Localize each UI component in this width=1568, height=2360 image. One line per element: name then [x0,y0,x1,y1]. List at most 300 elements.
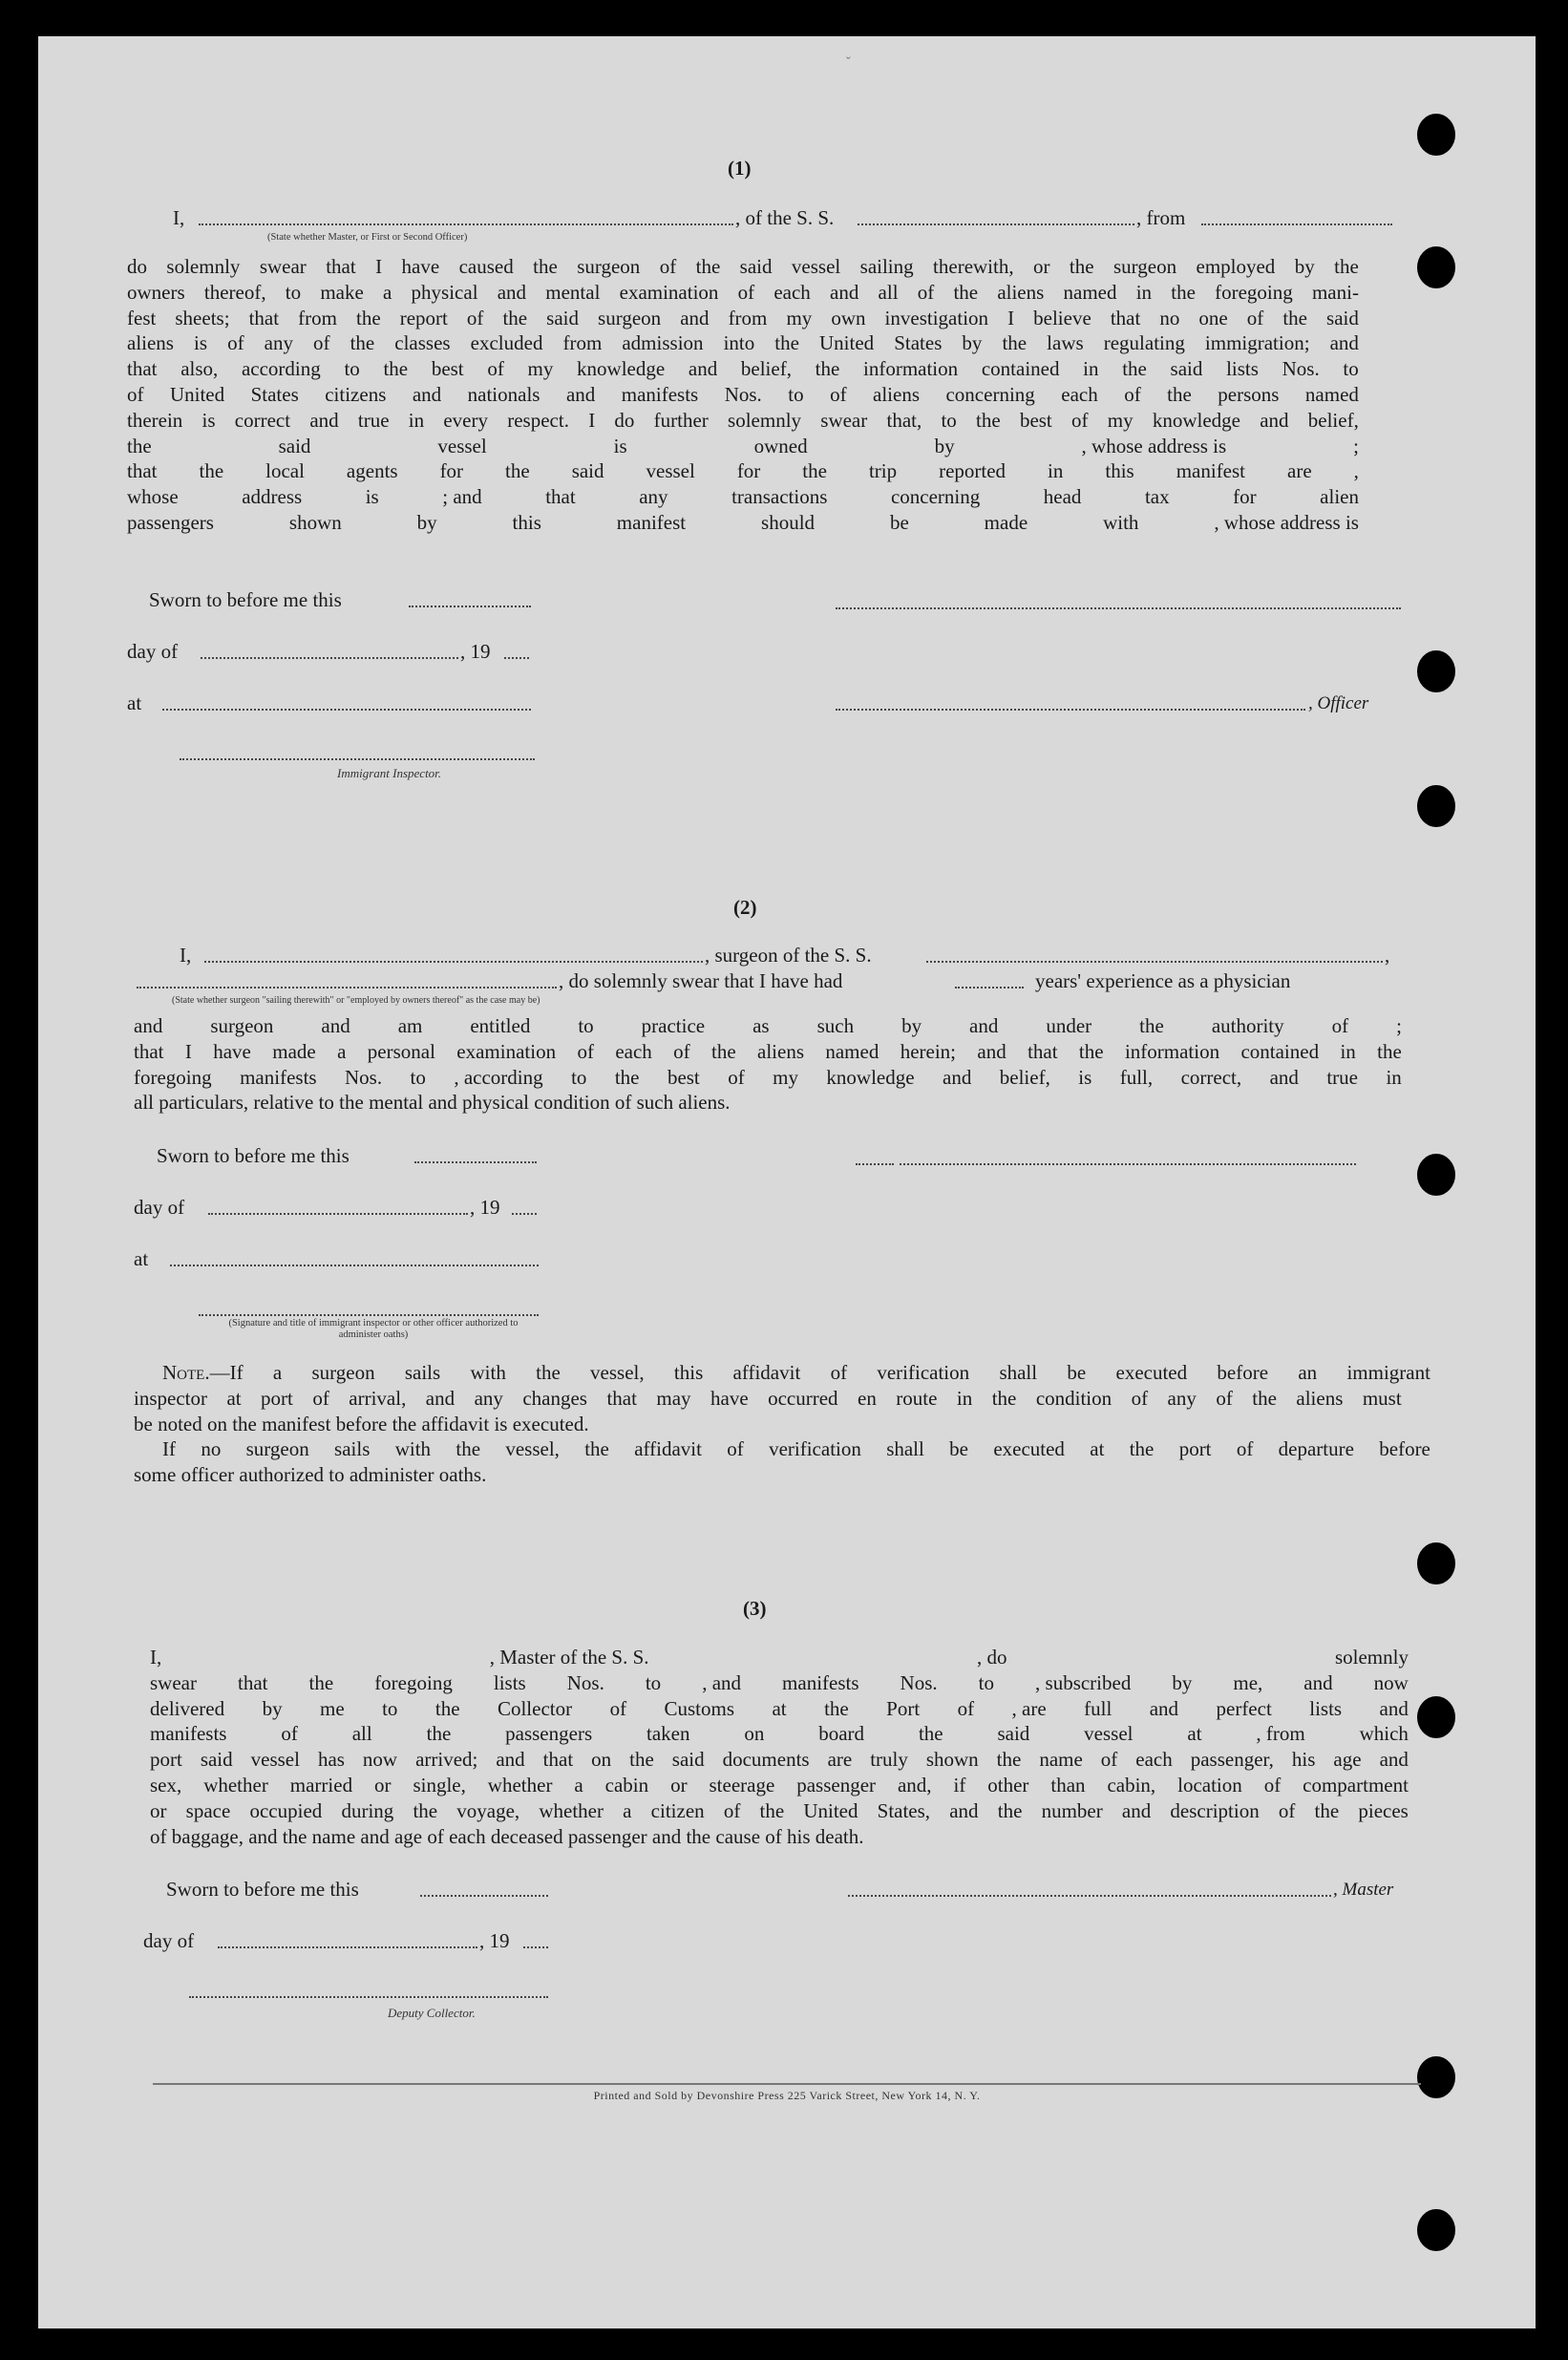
word: whether [203,1773,268,1797]
word: is [365,485,379,509]
word: or [150,1798,167,1822]
word: immigration; [1204,331,1310,355]
word: with [470,1361,506,1384]
s3-master-label: , Master [1333,1880,1394,1900]
word: occupied [249,1798,323,1822]
word: manifest [1176,459,1246,483]
word: space [185,1798,231,1822]
word: shall [886,1437,924,1461]
word: from [562,331,603,355]
punch-hole [1417,650,1455,692]
word: shown [925,1748,979,1772]
word: for [439,459,464,483]
word: the [413,1798,438,1822]
word: surgeon [577,255,641,278]
word: route [896,1386,938,1410]
note-line [134,1436,1430,1462]
word: vessel [250,1748,300,1772]
word: transactions [731,485,828,509]
s2-comma: , [1385,944,1390,967]
word: of [609,1696,627,1720]
word: said [200,1748,233,1772]
text-line [127,434,1359,459]
word: , whose address is [1214,510,1359,534]
word: of [727,1437,744,1461]
word: of [1100,1748,1118,1772]
word: the [991,1386,1017,1410]
word: the [502,306,528,330]
word: and [496,1748,525,1772]
section-1-body [127,254,1359,536]
s3-year-label: , 19 [479,1929,510,1952]
text-line [127,330,1359,356]
word: that [248,306,280,330]
word: or [374,1773,392,1797]
s2-sworn-label: Sworn to before me this [157,1144,350,1167]
word: arrived; [415,1748,478,1772]
word: of [1278,1798,1296,1822]
word: examination [456,1039,557,1063]
word: States, [877,1798,931,1822]
word: the [426,1722,452,1746]
word: said [739,255,773,278]
word: said [278,434,311,457]
word: for [736,459,761,483]
word: one [1198,306,1228,330]
word: to [978,1670,994,1694]
word: laws [1047,331,1084,355]
word: knowledge [577,357,666,381]
word: on [591,1748,612,1772]
word: contained [1240,1039,1320,1063]
word: now [1373,1670,1409,1694]
word: all [878,280,899,304]
word: that [238,1670,268,1694]
word: best [431,357,464,381]
word: —If [209,1361,244,1384]
word: regulating [1103,331,1185,355]
word: agents [346,459,398,483]
word: believe [1033,306,1091,330]
word: the [1139,1014,1164,1037]
word: and [688,357,718,381]
word: mental [545,280,601,304]
word: , are [1011,1696,1047,1720]
word: and [969,1014,999,1037]
word: the [1129,1437,1155,1461]
s2-i-label: I, [180,944,192,967]
word: in [1135,280,1153,304]
word: United [819,331,875,355]
word: whether [539,1798,604,1822]
word: entitled [470,1014,531,1037]
word: have [213,1039,251,1063]
word: solemnly [1334,1646,1409,1669]
word: than [1050,1773,1086,1797]
word: the [759,1798,785,1822]
word: this [512,510,541,534]
word: the [1069,255,1094,278]
form-page: ˇ (1) I, , of the S. S. , from (State whether Master, or First or Second Officer) do solemnly swear that I have caused the surgeon of the said vessel sailing therewith, or the surgeon employed by the owners thereof, to make a physical and mental examination of each and all of the aliens named in the foregoing mani- fest sheets; that from the report of the said surgeon and from my own investigation I believe that no one of the said aliens is of any of the classes excluded from admission into the United States by the laws regulating immigration; and that also, according to the best of my knowledge and belief, the information contained in the said lists Nos. to of United States citizens and nationals and manifests Nos. to of aliens concerning each of the persons named therein is correct and true in every respect. I do further solemnly swear that, to the best of my knowledge and belief, the said vessel is owned by , whose address is ; that the local agents for the said vessel for the trip reported in this manifest are , whose address is ; and that any transactions concerning head tax for alien passengers shown by this manifest should be made with , whose address is Sworn to before me this day of , 19 at , Officer Immigrant Inspector. (2) I, , surgeon of the S. S. , , do solemnly swear that I have had years' experience as a physician (State whether surgeon "sailing therewith" or "employed by owners thereof" as the case may be) and surgeon and am entitled to practice as such by and under the authority of ; that I have made a personal examination of each of the aliens named herein; and that the information contained in the foregoing manifests Nos. to , according to the best of my knowledge and belief, is full, correct, and true in all particulars, relative to the mental and physical condition of such aliens. Sworn to before me this day of , 19 at (Signature and title of immigrant inspector or other officer authorized to administer oaths) Note.—If a surgeon sails with the vessel, this affidavit of verification shall be executed before an immigrant inspector at port of arrival, and any changes that may have occurred en route in the condition of any of the aliens must be noted on the manifest before the affidavit is executed. If no surgeon sails with the vessel, the affidavit of verification shall be executed at the port of departure before some officer authorized to administer oaths. (3) I, , Master of the S. S. , do solemnly swear that the foregoing lists Nos. to , and manifests Nos. to , subscribed by me, and now delivered by me to the Collector of Customs at the Port of , are full and perfect lists and manifests of all the passengers taken on board the said vessel at , from which port said vessel has now arrived; and that on the said documents are truly shown the name of each passenger, his age and sex, whether married or single, whether a cabin or steerage passenger and, if other than cabin, location of compartment or space occupied during the voyage, whether a citizen of the United States, and the number and description of the pieces of baggage, and the name and age of each deceased passenger and the cause of his death. Sworn to before me this , Master day of , 19 Deputy Collector. Printed and Sold by Devonshire Press 225 Varick Street, New York 14, N. Y. [38,36,1536,2328]
word: States [250,382,299,406]
word: owners [127,280,185,304]
word: to [571,1065,587,1089]
word: his [1291,1748,1316,1772]
word: at [772,1696,787,1720]
word: correct, [1180,1065,1242,1089]
word: solemnly [728,408,802,432]
word: ; [1396,1014,1402,1037]
word: and [412,382,442,406]
word: of [830,1361,848,1384]
word: manifests [240,1065,317,1089]
word: a [574,1773,583,1797]
word: and [680,306,710,330]
word: of [1216,1386,1233,1410]
word: manifests [621,382,699,406]
word: named [1304,382,1359,406]
word: tax [1144,485,1170,509]
word: sex, [150,1773,182,1797]
word: investigation [884,306,989,330]
word: Nos. [900,1670,938,1694]
word: vessel [437,434,487,457]
word: report [399,306,448,330]
word: the [1334,255,1359,278]
note-line [134,1462,1402,1488]
word: nationals [467,382,540,406]
word: passenger, [1190,1748,1274,1772]
s3-day-of-label: day of [143,1929,195,1952]
word: the [434,1696,460,1720]
s2-surgeon-of-ss-label: , surgeon of the S. S. [705,944,872,967]
word: this [673,1361,704,1384]
word: my [1107,408,1134,432]
word: any [474,1386,503,1410]
word: now [362,1748,398,1772]
text-line [150,1670,1409,1696]
word: en [858,1386,877,1410]
word: of [312,1386,329,1410]
text-line [127,484,1359,510]
word: Collector [497,1696,573,1720]
word: passengers [505,1722,593,1746]
word: knowledge [826,1065,915,1089]
word: employed [1196,255,1276,278]
word: and, [897,1773,932,1797]
section-3-body [150,1645,1409,1849]
word: each [1061,382,1098,406]
word: owned [753,434,808,457]
word: number [1041,1798,1103,1822]
word: departure [1278,1437,1354,1461]
word: the [456,1437,481,1461]
word: belief, [999,1065,1050,1089]
word: and [1329,331,1359,355]
word: own [831,306,866,330]
s1-year-label: , 19 [460,640,491,663]
word: caused [458,255,514,278]
word: the [996,1748,1022,1772]
word: during [341,1798,394,1822]
word: executed [1115,1361,1188,1384]
word: according [241,357,321,381]
word: the [802,459,827,483]
word: from [298,306,337,330]
word: of [917,280,935,304]
word: in [1048,459,1064,483]
word: board [818,1722,865,1746]
word: classes [394,331,451,355]
word: sails [334,1437,371,1461]
word: practice [641,1014,706,1037]
word: the [383,357,409,381]
word: do [614,408,635,432]
word: to [285,280,302,304]
word: foregoing [134,1065,212,1089]
word: before [1379,1437,1430,1461]
s1-day-of-label: day of [127,640,179,663]
punch-hole [1417,1154,1455,1196]
punch-hole [1417,1696,1455,1738]
word: and [134,1014,163,1037]
text-line [127,382,1359,408]
word: vessel, [590,1361,645,1384]
word: also, [180,357,219,381]
word: in [1386,1065,1402,1089]
word: best [667,1065,700,1089]
word: for [1233,485,1257,509]
word: documents [722,1748,810,1772]
word: by [262,1696,283,1720]
word: the [1078,1039,1104,1063]
word: , do [977,1646,1007,1669]
word: of [1263,1773,1282,1797]
word: verification [877,1361,970,1384]
note-line [134,1360,1430,1386]
word: no [1159,306,1180,330]
word: a [272,1361,283,1384]
word: condition [1035,1386,1112,1410]
word: surgeon [598,306,662,330]
s1-sworn-label: Sworn to before me this [149,588,342,611]
word: may [656,1386,691,1410]
word: the [1171,280,1196,304]
word: United [803,1798,858,1822]
punch-hole [1417,2209,1455,2251]
word: sheets; [175,306,230,330]
word: changes [522,1386,587,1410]
word: compartment [1303,1773,1409,1797]
word: belief, [740,357,792,381]
word: excluded [470,331,543,355]
word: reported [939,459,1006,483]
text-line [150,1824,1409,1850]
word: concerning [945,382,1035,406]
word: further [653,408,709,432]
word: arrival, [349,1386,407,1410]
word: which [1359,1722,1409,1746]
word: whether [487,1773,553,1797]
word: the [614,1065,640,1089]
s2-at-label: at [134,1247,149,1270]
word: by [901,1014,922,1037]
word: aliens [127,331,174,355]
word: and [425,1386,456,1410]
word: the [1167,382,1192,406]
word: delivered [150,1696,225,1720]
word: solemnly [166,255,241,278]
word: Port [886,1696,921,1720]
word: verification [769,1437,861,1461]
word: whose [127,485,179,509]
word: and [497,280,527,304]
word: the [127,434,152,457]
word: me [320,1696,345,1720]
word: name [1039,1748,1083,1772]
word: information [863,357,959,381]
word: under [1046,1014,1092,1037]
word: that [545,485,576,509]
word: of [1331,1014,1349,1037]
word: taken [646,1722,690,1746]
word: port [150,1748,182,1772]
word: the [199,459,224,483]
word: from [728,306,768,330]
word: passengers [127,510,214,534]
word: the [505,459,530,483]
word: vessel [646,459,695,483]
word: this [1105,459,1134,483]
word: the [350,331,375,355]
word: before [1217,1361,1269,1384]
word: manifests [150,1722,227,1746]
word: that [542,1748,574,1772]
word: and [977,1039,1006,1063]
word: each [1135,1748,1173,1772]
word: I [1007,306,1015,330]
word: perfect [1216,1696,1272,1720]
word: of [1124,382,1141,406]
word: surgeon [245,1437,309,1461]
word: my [773,1065,798,1089]
word: made [984,510,1028,534]
word: each [773,280,811,304]
word: or [1033,255,1050,278]
text-line [150,1798,1409,1824]
word: the [824,1696,849,1720]
text-line [127,458,1359,484]
s2-surgeon-note: (State whether surgeon "sailing therewith" or "employed by owners thereof" as the case may be) [172,995,540,1006]
word: I [588,408,596,432]
word: any [1167,1386,1197,1410]
punch-hole [1417,785,1455,827]
word: , whose address is [1081,434,1227,457]
word: be [949,1437,968,1461]
word: herein; [900,1039,957,1063]
word: Nos. [724,382,762,406]
word: that [326,255,356,278]
s2-experience-label: years' experience as a physician [1035,969,1291,992]
word: belief, [1307,408,1359,432]
word: and [565,382,596,406]
word: , and [702,1670,742,1694]
printer-imprint: Printed and Sold by Devonshire Press 225 Varick Street, New York 14, N. Y. [593,2089,981,2102]
word: trip [868,459,898,483]
word: to [382,1696,398,1720]
word: full, [1119,1065,1154,1089]
word: the [695,255,721,278]
word: alien [1320,485,1359,509]
s1-of-ss-label: , of the S. S. [735,206,835,229]
note-line [134,1412,1402,1437]
word: the [308,1670,334,1694]
word: am [397,1014,423,1037]
word: States [894,331,943,355]
word: aliens [997,280,1045,304]
word: , Master of the S. S. [489,1646,649,1669]
text-line [127,306,1359,331]
word: to [410,1065,426,1089]
word: thereof, [203,280,266,304]
word: steerage [709,1773,775,1797]
word: of [957,1696,975,1720]
word: and [943,1065,972,1089]
word: must [1362,1386,1402,1410]
word: the [1377,1039,1402,1063]
word: physical [411,280,478,304]
punch-hole [1417,246,1455,288]
word: the [1252,1386,1277,1410]
s1-from-label: , from [1136,206,1186,229]
word: the [356,306,381,330]
word: sailing [859,255,914,278]
word: of [487,357,504,381]
word: cabin, [1107,1773,1156,1797]
word: by [962,331,983,355]
text-line [127,510,1359,536]
word: of [1071,408,1089,432]
word: affidavit [732,1361,801,1384]
word: or [670,1773,688,1797]
word: correct [234,408,291,432]
word: of [577,1039,594,1063]
word: aliens [757,1039,804,1063]
word: that, [886,408,922,432]
word: as [752,1014,770,1037]
word: Nos. [1282,357,1320,381]
s2-signature-note: (Signature and title of immigrant inspector or other officer authorized to administer oaths) [228,1318,519,1340]
word: location [1177,1773,1242,1797]
text-line [127,408,1359,434]
word: executed [993,1437,1065,1461]
word: description [1170,1798,1260,1822]
word: citizens [325,382,387,406]
s2-inspector-line [199,1314,539,1316]
word: and [309,408,339,432]
s1-officer-note: (State whether Master, or First or Second Officer) [267,232,468,243]
word: of baggage, and the name and age of each deceased passenger and the cause of his death. [150,1824,864,1848]
word: in [1083,357,1099,381]
word: of [313,331,330,355]
text-line [127,254,1359,280]
word: occurred [768,1386,838,1410]
section-1-heading: (1) [728,157,752,180]
word: made [272,1039,316,1063]
word: the [953,280,979,304]
word: to [645,1670,662,1694]
word: of [1236,1437,1254,1461]
